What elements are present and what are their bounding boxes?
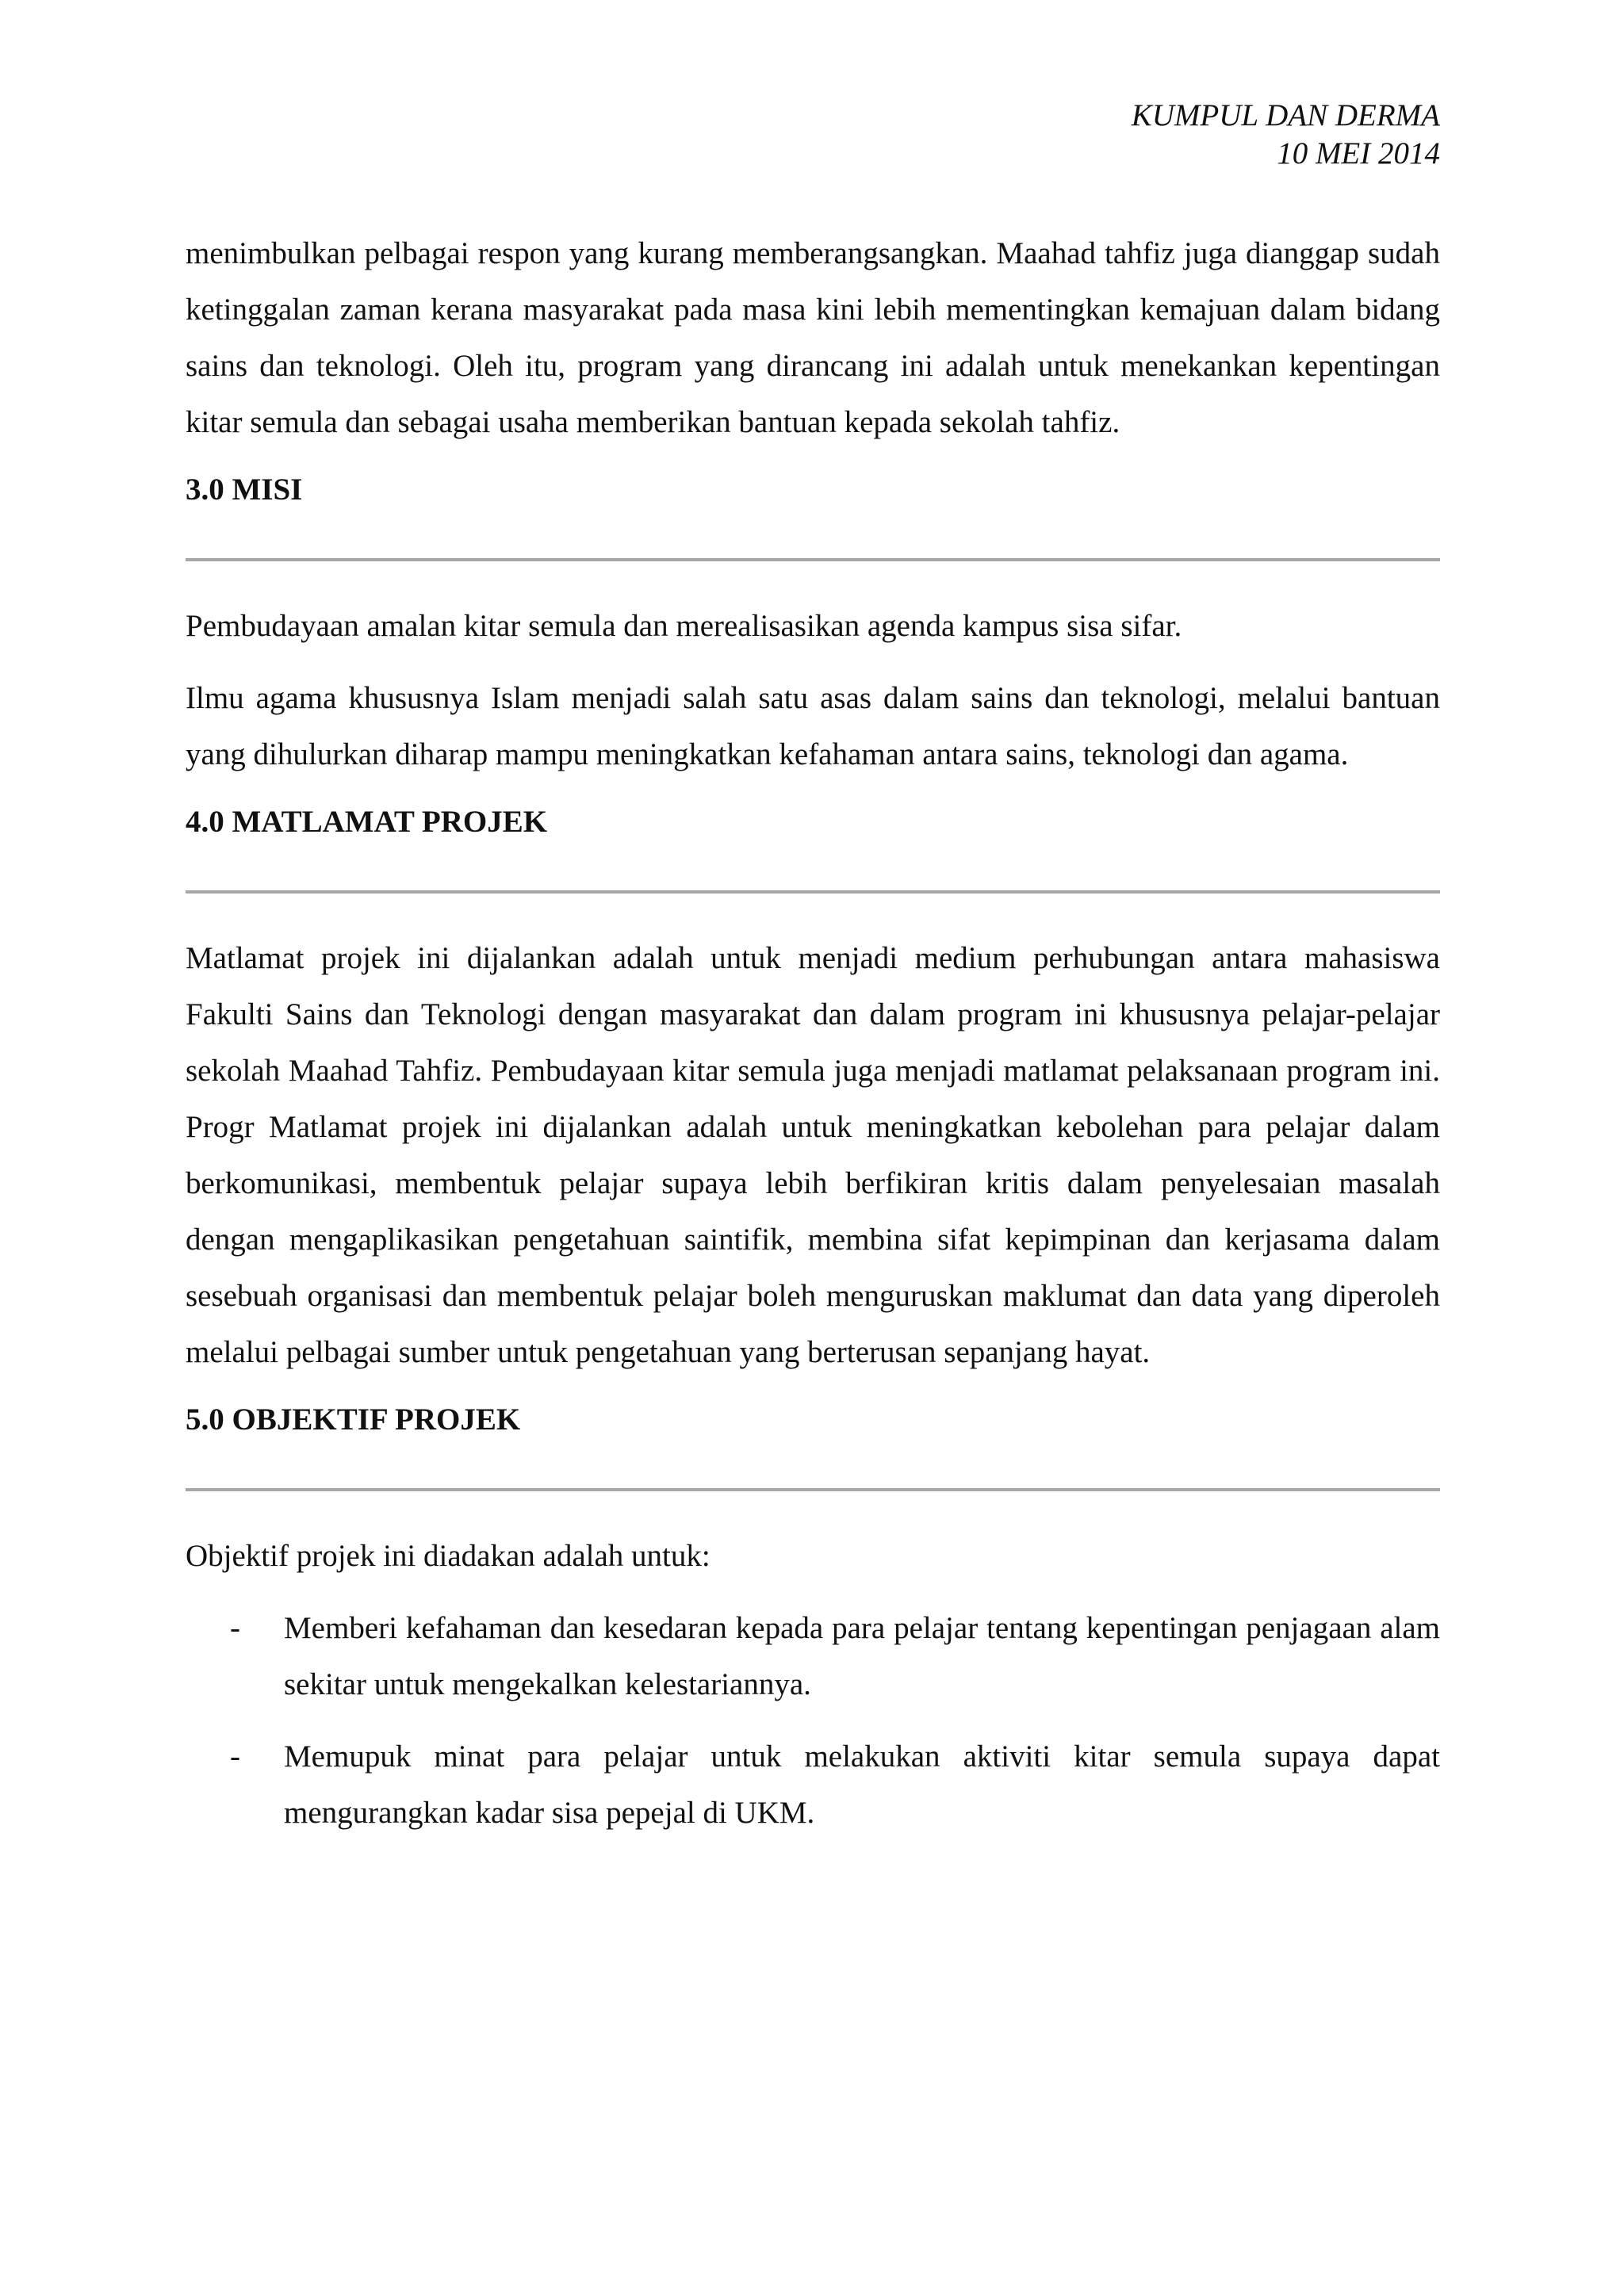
section-divider-objektif: [186, 1488, 1440, 1491]
document-body: [186, 225, 1440, 1841]
intro-paragraph: menimbulkan pelbagai respon yang kurang memberangsangkan. Maahad tahfiz juga dianggap sudah ketinggalan zaman kerana masyarakat pada masa kini lebih mementingkan kemajuan dalam bidang sains dan teknologi. Oleh itu, program yang dirancang ini adalah untuk menekankan kepentingan kitar semula dan sebagai usaha memberikan bantuan kepada sekolah tahfiz.: [186, 236, 1440, 439]
section-divider-misi: [186, 558, 1440, 561]
objektif-intro: Objektif projek ini diadakan adalah untuk:: [186, 1539, 710, 1573]
list-item-text: Memberi kefahaman dan kesedaran kepada para pelajar tentang kepentingan penjagaan alam sekitar untuk mengekalkan kelestariannya.: [284, 1611, 1440, 1701]
header-title: KUMPUL DAN DERMA: [1131, 98, 1440, 132]
list-item: [186, 1600, 1440, 1712]
page-header: [1132, 97, 1440, 173]
list-item-text: Memupuk minat para pelajar untuk melakukan aktiviti kitar semula supaya dapat mengurangkan kadar sisa pepejal di UKM.: [284, 1739, 1440, 1830]
misi-paragraph-1: Pembudayaan amalan kitar semula dan merealisasikan agenda kampus sisa sifar.: [186, 609, 1182, 643]
section-heading-objektif: 5.0 OBJEKTIF PROJEK: [186, 1402, 521, 1437]
misi-paragraph-2: Ilmu agama khususnya Islam menjadi salah satu asas dalam sains dan teknologi, melalui bantuan yang dihulurkan diharap mampu meningkatkan kefahaman antara sains, teknologi dan agama.: [186, 681, 1440, 771]
section-divider-matlamat: [186, 890, 1440, 894]
objektif-list: [186, 1600, 1440, 1841]
section-heading-matlamat: 4.0 MATLAMAT PROJEK: [186, 805, 548, 839]
list-bullet: -: [230, 1611, 240, 1645]
section-heading-misi: 3.0 MISI: [186, 473, 303, 507]
list-item: [186, 1728, 1440, 1841]
matlamat-paragraph: Matlamat projek ini dijalankan adalah untuk menjadi medium perhubungan antara mahasiswa Fakulti Sains dan Teknologi dengan masyarakat dan dalam program ini khususnya pelajar-pelajar sekolah Maahad Tahfiz. Pembudayaan kitar semula juga menjadi matlamat pelaksanaan program ini. Progr Matlamat projek ini dijalankan adalah untuk meningkatkan kebolehan para pelajar dalam berkomunikasi, membentuk pelajar supaya lebih berfikiran kritis dalam penyelesaian masalah dengan mengaplikasikan pengetahuan saintifik, membina sifat kepimpinan dan kerjasama dalam sesebuah organisasi dan membentuk pelajar boleh menguruskan maklumat dan data yang diperoleh melalui pelbagai sumber untuk pengetahuan yang berterusan sepanjang hayat.: [186, 941, 1440, 1369]
list-bullet: -: [230, 1739, 240, 1774]
header-date: 10 MEI 2014: [1277, 136, 1440, 170]
